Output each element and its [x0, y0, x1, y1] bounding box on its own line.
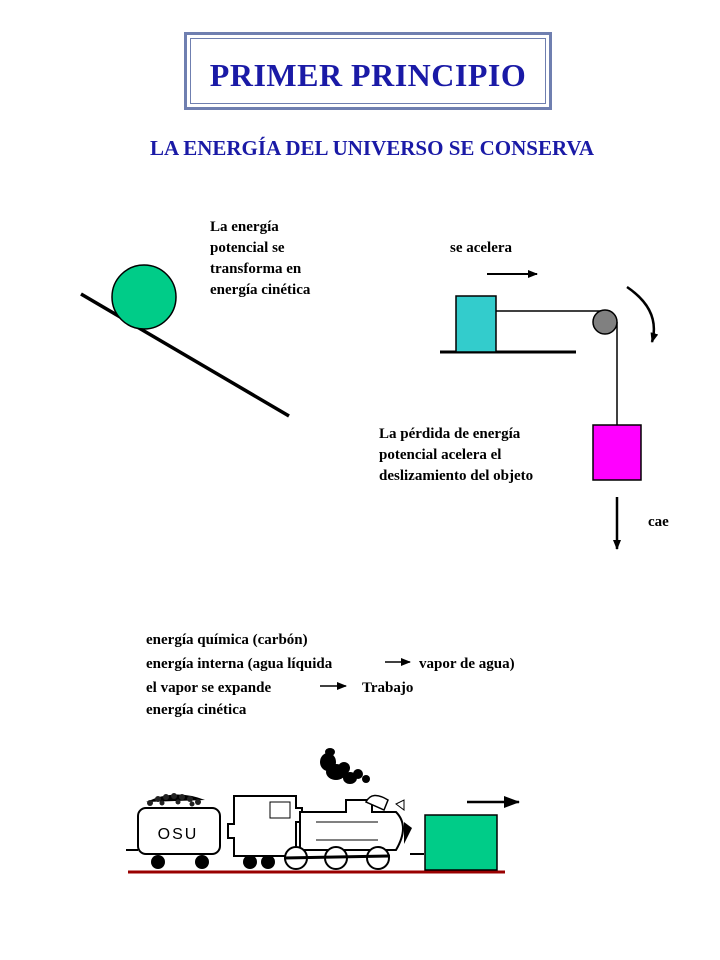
incline-caption-line: La energía	[210, 219, 279, 235]
cab-window	[270, 802, 290, 818]
pushed-box	[425, 815, 497, 870]
train-line-2a: energía interna (agua líquida	[146, 656, 333, 672]
whistle-icon	[396, 800, 404, 810]
accelerate-label: se acelera	[450, 240, 513, 256]
tender-label: OSU	[157, 826, 199, 843]
page-title: PRIMER PRINCIPIO	[209, 57, 527, 93]
drive-rod	[284, 856, 390, 858]
tender-wheel	[195, 855, 209, 869]
coal-tender	[126, 793, 220, 869]
loco-wheel	[261, 855, 275, 869]
pulley-caption-line: deslizamiento del objeto	[379, 468, 534, 484]
train-line-3b: Trabajo	[362, 680, 414, 696]
cab	[228, 796, 302, 856]
train-line-2b: vapor de agua)	[419, 656, 515, 672]
train-drawing	[126, 748, 519, 872]
sliding-block	[456, 296, 496, 352]
page-subtitle: LA ENERGÍA DEL UNIVERSO SE CONSERVA	[149, 136, 595, 160]
rotation-arrow	[627, 287, 654, 342]
pulley-caption-line: potencial acelera el	[379, 447, 502, 463]
fall-label: cae	[648, 514, 669, 530]
incline-caption-line: energía cinética	[210, 282, 311, 298]
headlamp-icon	[404, 822, 412, 844]
loco-wheel	[243, 855, 257, 869]
smoke-icon	[320, 748, 370, 784]
incline-plane	[81, 294, 289, 416]
drive-wheel	[367, 847, 389, 869]
boiler	[300, 800, 403, 850]
hanging-block	[593, 425, 641, 480]
incline-caption-line: potencial se	[210, 240, 285, 256]
pulley-caption-line: La pérdida de energía	[379, 426, 521, 442]
train-line-3a: el vapor se expande	[146, 680, 272, 696]
locomotive	[228, 748, 424, 869]
rolling-ball	[112, 265, 176, 329]
pulley-wheel	[593, 310, 617, 334]
tender-wheel	[151, 855, 165, 869]
incline-caption-line: transforma en	[210, 261, 302, 277]
train-line-1: energía química (carbón)	[146, 632, 308, 648]
train-line-4: energía cinética	[146, 702, 247, 718]
